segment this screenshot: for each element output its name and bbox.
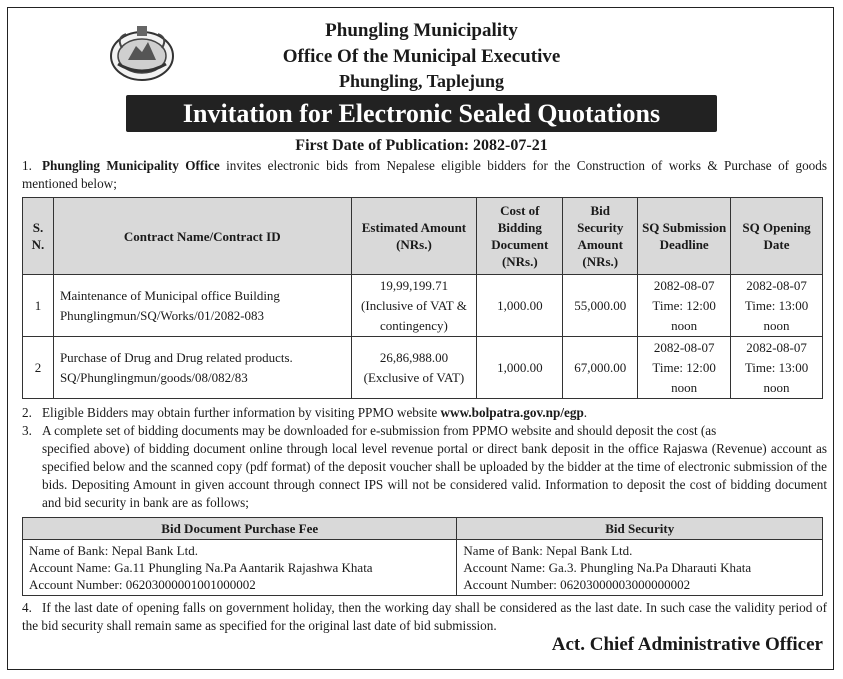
cell-submission [638,275,731,337]
cell-submission [638,337,731,399]
fee-bank-name: Name of Bank: Nepal Bank Ltd. [29,543,198,558]
contract-name: Maintenance of Municipal office Building [59,287,280,303]
cell-contract [53,275,351,337]
cell-estimate [351,275,477,337]
submission-time: Time: 12:00 noon [652,359,716,395]
estimate-note: (Inclusive of VAT & contingency) [361,297,467,333]
estimate-amount: 26,86,988.00 [379,349,449,365]
office-name: Office Of the Municipal Executive [282,46,561,67]
header-contract-name: Contract Name/Contract ID [53,198,351,275]
cell-estimate [351,337,477,399]
fee-account-cell [23,540,457,596]
paragraph-end: . [583,405,588,420]
office-location: Phungling, Taplejung [338,71,505,91]
paragraph-text-rest: specified above) of bidding document online through local level revenue portal or direct bank deposit in the office Rajaswa (Revenue) account as specified below and the scanned copy (pdf format) of the deposit voucher shall be uploaded by the bidder at the time of electronic submission of the bids. Depositing Amount in given account through connect IPS will not be considered valid. Information to deposit the cost of bidding document and bid security in bank are as follows; [42,441,827,510]
bid-table [22,197,823,399]
paragraph-number: 4. [22,600,32,615]
publication-date: First Date of Publication: 2082-07-21 [295,137,548,154]
header-estimated-amount: Estimated Amount (NRs.) [351,198,477,275]
paragraph-text-first: A complete set of bidding documents may be downloaded for e-submission from PPMO website and should deposit the cost (as [42,423,717,438]
notice-title: Invitation for Electronic Sealed Quotations [126,95,717,132]
cell-cost: 1,000.00 [477,337,563,399]
cell-contract [53,337,351,399]
security-bank-name: Name of Bank: Nepal Bank Ltd. [463,543,633,558]
paragraph-text: If the last date of opening falls on government holiday, then the working day shall be considered as the last date. In such case the validity period of the bid security shall remain same as specified for the original last date of bid submission. [22,600,827,633]
bank-table-header-row [23,518,823,540]
header-purchase-fee: Bid Document Purchase Fee [23,518,457,540]
bid-table-header-row [23,198,823,275]
table-row [23,337,823,399]
paragraph-number: 1. [22,158,32,173]
header-opening-date: SQ Opening Date [731,198,823,275]
municipality-name: Phungling Municipality [325,20,518,41]
contract-id: SQ/Phunglingmun/goods/08/082/83 [59,369,248,385]
opening-time: Time: 13:00 noon [744,359,809,395]
cell-security: 55,000.00 [563,275,638,337]
table-row [23,540,823,596]
header-cost-document: Cost of Bidding Document (NRs.) [477,198,563,275]
header-sn: S. N. [23,198,54,275]
paragraph-2 [22,404,827,422]
header-bid-security: Bid Security Amount (NRs.) [563,198,638,275]
submission-time: Time: 12:00 noon [652,297,716,333]
office-bold-name: Phungling Municipality Office [42,158,220,173]
submission-date: 2082-08-07 [653,339,715,355]
security-account-name: Account Name: Ga.3. Phungling Na.Pa Dharauti Khata [463,560,752,575]
bank-table [22,517,823,596]
paragraph-4 [22,599,827,635]
cell-sn: 1 [23,275,54,337]
paragraph-text: invites electronic bids from Nepalese eligible bidders for the Construction of works & Purchase of goods mentioned below; [22,158,827,191]
cell-opening [731,275,823,337]
paragraph-number: 3. [22,423,32,438]
contract-name: Purchase of Drug and Drug related products. [59,349,293,365]
submission-date: 2082-08-07 [653,277,715,293]
opening-date: 2082-08-07 [746,277,807,293]
cell-opening [731,337,823,399]
cell-cost: 1,000.00 [477,275,563,337]
security-account-cell [457,540,823,596]
cell-security: 67,000.00 [563,337,638,399]
opening-date: 2082-08-07 [746,339,807,355]
table-row [23,275,823,337]
fee-account-number: Account Number: 06203000001001000002 [29,577,256,592]
security-account-number: Account Number: 06203000003000000002 [463,577,691,592]
estimate-amount: 19,99,199.71 [379,277,449,293]
cell-sn: 2 [23,337,54,399]
signature-title: Act. Chief Administrative Officer [551,634,823,655]
paragraph-3 [22,422,827,512]
contract-id: Phunglingmun/SQ/Works/01/2082-083 [59,307,265,323]
header-bid-security-bank: Bid Security [457,518,823,540]
header-submission-deadline: SQ Submission Deadline [638,198,731,275]
opening-time: Time: 13:00 noon [744,297,809,333]
paragraph-text: Eligible Bidders may obtain further information by visiting PPMO website [42,405,441,420]
paragraph-number: 2. [22,405,32,420]
fee-account-name: Account Name: Ga.11 Phungling Na.Pa Aantarik Rajashwa Khata [29,560,373,575]
ppmo-website-link[interactable]: www.bolpatra.gov.np/egp [440,405,584,420]
paragraph-1 [22,157,827,193]
estimate-note: (Exclusive of VAT) [363,369,465,385]
